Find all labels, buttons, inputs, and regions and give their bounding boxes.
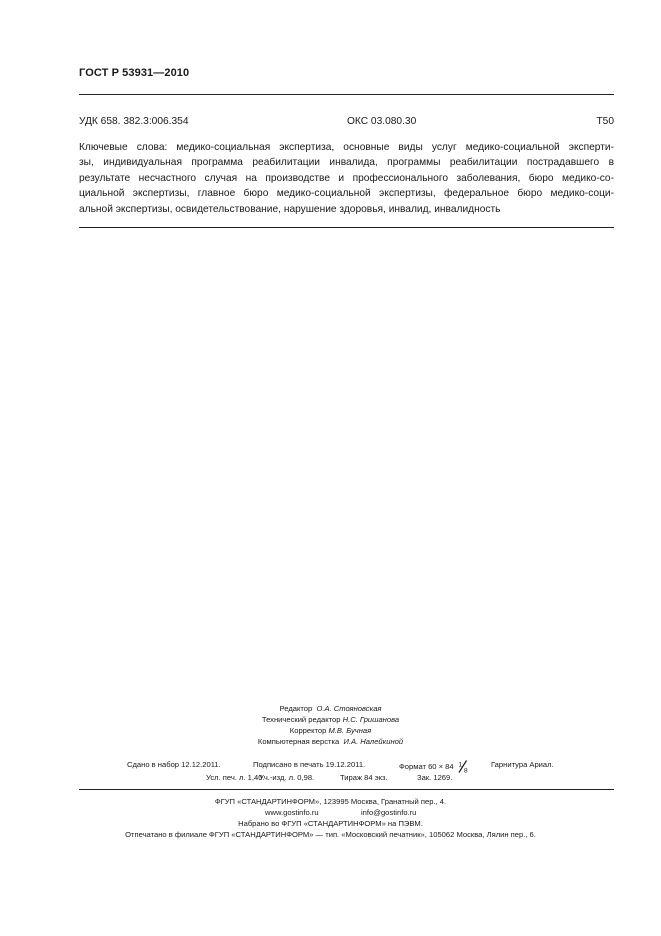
- credit-corrector: [0, 726, 661, 735]
- category-code: Т50: [596, 116, 614, 127]
- circulation: Тираж 84 экз.: [340, 773, 388, 782]
- format-prefix: Формат 60 × 84: [399, 762, 454, 771]
- document-code: ГОСТ Р 53931—2010: [79, 67, 190, 79]
- imprint-divider: [79, 789, 614, 790]
- classification-row: [79, 116, 614, 130]
- keywords-line: Ключевые слова: медико-социальная экспертиза, основные виды услуг медико-социальной эксперти-: [79, 142, 614, 153]
- udk-code: УДК 658. 382.3:006.354: [79, 116, 189, 127]
- credit-layout: [0, 737, 661, 746]
- publisher-sheets: Уч.-изд. л. 0,98.: [259, 773, 315, 782]
- editor-name: О.А. Стояновская: [316, 704, 382, 713]
- print-sheets: Усл. печ. л. 1,40.: [206, 773, 265, 782]
- submitted-date: Сдано в набор 12.12.2011.: [127, 760, 221, 769]
- publisher-email[interactable]: info@gostinfo.ru: [361, 808, 417, 817]
- typeface: Гарнитура Ариал.: [491, 760, 554, 769]
- tech-editor-label: Технический редактор: [261, 715, 341, 724]
- signed-date: Подписано в печать 19.12.2011.: [253, 760, 366, 769]
- layout-name: И.А. Налейкиной: [343, 737, 404, 746]
- credit-tech-editor: [0, 715, 661, 724]
- layout-label: Компьютерная верстка: [257, 737, 340, 746]
- fraction-slash-icon: [456, 760, 469, 773]
- credit-editor: [0, 704, 661, 713]
- editor-label: Редактор: [279, 704, 313, 713]
- keywords-paragraph: [79, 140, 614, 217]
- keywords-divider: [79, 227, 614, 228]
- keywords-line: циальной экспертизы, главное бюро медико-социальной экспертизы, федеральное бюро медико-соци-: [79, 188, 614, 200]
- typesetting-note: Набрано во ФГУП «СТАНДАРТИНФОРМ» на ПЭВМ.: [238, 819, 423, 828]
- header-divider: [79, 94, 614, 95]
- keywords-line: альной экспертизы, освидетельствование, нарушение здоровья, инвалид, инвалидность: [79, 203, 501, 215]
- format-fraction: [456, 760, 468, 772]
- fraction-numerator: 1: [458, 761, 462, 769]
- printing-note: Отпечатано в филиале ФГУП «СТАНДАРТИНФОРМ» — тип. «Московский печатник», 105062 Москва, Лялин пер., 6.: [125, 830, 536, 839]
- corrector-name: М.В. Бучная: [328, 726, 372, 735]
- tech-editor-name: Н.С. Гришанова: [342, 715, 400, 724]
- corrector-label: Корректор: [289, 726, 327, 735]
- order-number: Зак. 1269.: [417, 773, 453, 782]
- oks-code: ОКС 03.080.30: [347, 116, 417, 127]
- keywords-line: зы, индивидуальная программа реабилитации инвалида, программы реабилитации пострадавшего в: [79, 157, 614, 169]
- publisher-website[interactable]: www.gostinfo.ru: [265, 808, 319, 817]
- paper-format: [399, 760, 468, 772]
- keywords-line: результате несчастного случая на производстве и профессионального заболевания, бюро медико-со-: [79, 172, 614, 184]
- fraction-denominator: 8: [463, 767, 468, 773]
- publisher-address: ФГУП «СТАНДАРТИНФОРМ», 123995 Москва, Гранатный пер., 4.: [214, 797, 447, 806]
